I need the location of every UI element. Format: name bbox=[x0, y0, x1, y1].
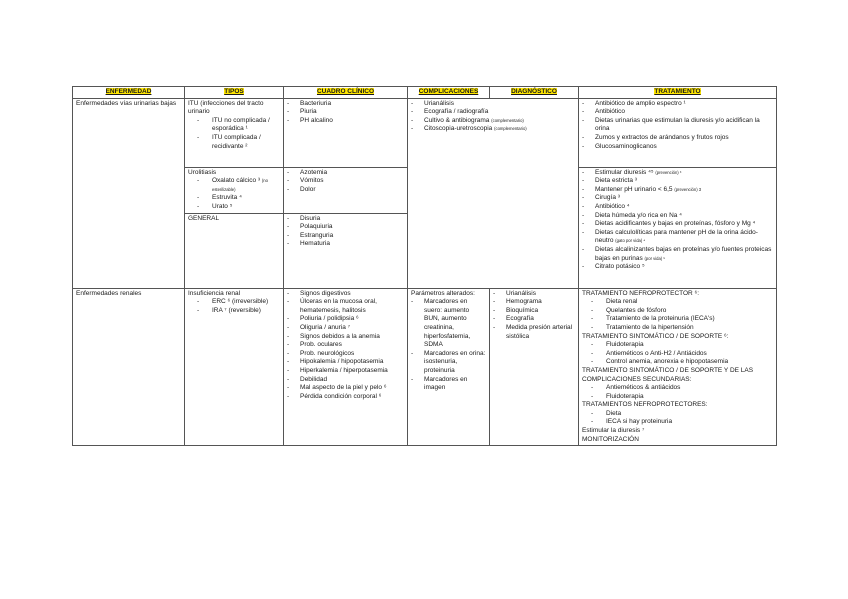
list-item: - Dieta bbox=[582, 410, 773, 419]
list-item: - Azotemia bbox=[287, 169, 404, 178]
table-row bbox=[73, 288, 777, 446]
header-enfermedad: ENFERMEDAD bbox=[73, 87, 185, 99]
renal-types-list bbox=[188, 298, 280, 315]
list-item: - Prob. neurológicos bbox=[287, 350, 404, 359]
list-item: - Debilidad bbox=[287, 376, 404, 385]
list-item: - Ecografía / radiografía bbox=[411, 108, 575, 117]
list-item: - Quelantes de fósforo bbox=[582, 307, 773, 316]
header-cuadro-clinico: CUADRO CLÍNICO bbox=[284, 87, 408, 99]
list-item: - Antieméticos & antiácidos bbox=[582, 384, 773, 393]
list-item: - Fluidoterapia bbox=[582, 341, 773, 350]
list-item: - Urianálisis bbox=[411, 100, 575, 109]
renal-types-title: Insuficiencia renal bbox=[188, 289, 241, 297]
list-item: - IRA ⁷ (reversible) bbox=[188, 307, 280, 316]
treatment-itu bbox=[579, 98, 777, 167]
table-row bbox=[73, 98, 777, 167]
list-item: - Cultivo & antibiograma (complementario) bbox=[411, 117, 575, 126]
list-item: - Marcadores en imagen bbox=[411, 376, 486, 393]
list-item: - Fluidoterapia bbox=[582, 393, 773, 402]
treatment-urolithiasis bbox=[579, 167, 777, 288]
list-item: - PH alcalino bbox=[287, 117, 404, 126]
types-urolithiasis bbox=[185, 167, 284, 213]
list-item: - Dieta húmeda y/o rica en Na ⁴ bbox=[582, 212, 773, 221]
treatment-heading: Estimular la diuresis ⁷ bbox=[582, 427, 645, 435]
list-item: - Dietas urinarias que estimulan la diuresis y/o acidifican la orina bbox=[582, 117, 773, 134]
diagnosis-renal bbox=[490, 288, 579, 446]
renal-complications-title: Parámetros alterados: bbox=[411, 289, 475, 297]
general-clinical-list bbox=[287, 215, 404, 249]
list-item: - Mal aspecto de la piel y pelo ⁶ bbox=[287, 384, 404, 393]
list-item: - Ecografía bbox=[493, 315, 575, 324]
itu-treatment-list bbox=[582, 100, 773, 152]
list-item: - Hematuria bbox=[287, 240, 404, 249]
list-item: - Signos digestivos bbox=[287, 290, 404, 299]
list-item: - Oliguria / anuria ⁷ bbox=[287, 324, 404, 333]
list-item: - Signos debidos a la anemia bbox=[287, 333, 404, 342]
list-item: - Zumos y extractos de arándanos y frutos rojos bbox=[582, 134, 773, 143]
disease-urinary: Enfermedades vías urinarias bajas bbox=[73, 98, 185, 288]
list-item: - Pérdida condición corporal ⁶ bbox=[287, 393, 404, 402]
list-item: - ERC ⁶ (irreversible) bbox=[188, 298, 280, 307]
complications-renal bbox=[408, 288, 490, 446]
urolithiasis-treatment-list bbox=[582, 169, 773, 272]
itu-clinical-list bbox=[287, 100, 404, 126]
renal-complications-list bbox=[411, 298, 486, 393]
clinical-itu bbox=[284, 98, 408, 167]
types-itu bbox=[185, 98, 284, 167]
list-item: - Glucosaminoglicanos bbox=[582, 143, 773, 152]
list-item: - Dolor bbox=[287, 186, 404, 195]
list-item: - Hemograma bbox=[493, 298, 575, 307]
treatment-renal bbox=[579, 288, 777, 446]
list-item: - Tratamiento de la hipertensión bbox=[582, 324, 773, 333]
list-item: - Marcadores en suero: aumento BUN, aumento creatinina, hiperfosfatemia, SDMA bbox=[411, 298, 486, 350]
list-item: ITU (infecciones del tracto urinario bbox=[188, 99, 264, 116]
list-item: - Mantener pH urinario < 6,5 (prevención) 3 bbox=[582, 186, 773, 195]
list-item: - Poliuria / polidipsia ⁶ bbox=[287, 315, 404, 324]
list-item: - Oxalato cálcico ³ (no esterilizable) bbox=[188, 177, 280, 194]
list-item: - Polaquiuria bbox=[287, 223, 404, 232]
disease-table bbox=[72, 86, 777, 446]
treatment-heading: TRATAMIENTO SINTOMÁTICO / DE SOPORTE ⁶: bbox=[582, 332, 729, 340]
header-row bbox=[73, 87, 777, 99]
urinary-complications-list bbox=[411, 100, 575, 134]
header-tratamiento: TRATAMIENTO bbox=[579, 87, 777, 99]
types-renal bbox=[185, 288, 284, 446]
list-item: - Antieméticos o Anti-H2 / Antiácidos bbox=[582, 350, 773, 359]
list-item: - Marcadores en orina: isostenuria, proteinuria bbox=[411, 350, 486, 376]
treatment-heading: TRATAMIENTO NEFROPROTECTOR ⁶: bbox=[582, 289, 700, 297]
clinical-urolithiasis bbox=[284, 167, 408, 213]
list-item: - Dieta renal bbox=[582, 298, 773, 307]
list-item: - Piuria bbox=[287, 108, 404, 117]
list-item: - Dieta estricta ³ bbox=[582, 177, 773, 186]
renal-diagnosis-list bbox=[493, 290, 575, 342]
renal-treatment-list bbox=[582, 290, 773, 445]
clinical-general bbox=[284, 213, 408, 288]
list-item: - Estranguria bbox=[287, 232, 404, 241]
list-item: - Vómitos bbox=[287, 177, 404, 186]
treatment-heading: TRATAMIENTO SINTOMÁTICO / DE SOPORTE Y DE LAS COMPLICACIONES SECUNDARIAS: bbox=[582, 366, 754, 383]
treatment-heading: TRATAMIENTOS NEFROPROTECTORES: bbox=[582, 401, 708, 409]
list-item: - Dietas acidificantes y bajas en proteínas, fósforo y Mg ⁴ bbox=[582, 220, 773, 229]
urolithiasis-title: Urolitiasis bbox=[188, 168, 217, 176]
types-general: GENERAL bbox=[185, 213, 284, 288]
treatment-heading: MONITORIZACIÓN bbox=[582, 435, 639, 443]
list-item: - Urato ⁵ bbox=[188, 203, 280, 212]
itu-types-list bbox=[188, 100, 280, 152]
header-complicaciones: COMPLICACIONES bbox=[408, 87, 490, 99]
list-item: - Cirugía ³ bbox=[582, 194, 773, 203]
list-item: - Bacteriuria bbox=[287, 100, 404, 109]
header-diagnostico: DIAGNÓSTICO bbox=[490, 87, 579, 99]
list-item: - Estruvita ⁴ bbox=[188, 194, 280, 203]
list-item: - Hiperkalemia / hiperpotasemia bbox=[287, 367, 404, 376]
list-item: - Bioquímica bbox=[493, 307, 575, 316]
list-item: - Tratamiento de la proteinuria (IECA's) bbox=[582, 315, 773, 324]
list-item: - Antibiótico bbox=[582, 108, 773, 117]
list-item: - Prob. oculares bbox=[287, 341, 404, 350]
list-item: - Disuria bbox=[287, 215, 404, 224]
complications-urinary bbox=[408, 98, 579, 288]
list-item: - Citoscopia-uretroscopia (complementario) bbox=[411, 125, 575, 134]
list-item: - ITU no complicada / esporádica ¹ bbox=[188, 117, 280, 134]
list-item: - Antibiótico de amplio espectro ¹ bbox=[582, 100, 773, 109]
list-item: - IECA si hay proteinuria bbox=[582, 418, 773, 427]
list-item: - Control anemia, anorexia e hipopotasemia bbox=[582, 358, 773, 367]
header-tipos: TIPOS bbox=[185, 87, 284, 99]
urolithiasis-clinical-list bbox=[287, 169, 404, 195]
list-item: - Hipokalemia / hipopotasemia bbox=[287, 358, 404, 367]
list-item: - Antibiótico ⁴ bbox=[582, 203, 773, 212]
list-item: - Dietas alcalinizantes bajas en proteínas y/o fuentes proteicas bajas en purinas (por vida) ⁵ bbox=[582, 246, 773, 263]
renal-clinical-list bbox=[287, 290, 404, 402]
urolithiasis-types-list bbox=[188, 177, 280, 211]
list-item: - Estimular diuresis ⁴⁵ (prevención) ³ bbox=[582, 169, 773, 178]
list-item: - ITU complicada / recidivante ² bbox=[188, 134, 280, 151]
list-item: - Medida presión arterial sistólica bbox=[493, 324, 575, 341]
list-item: - Urianálisis bbox=[493, 290, 575, 299]
disease-renal: Enfermedades renales bbox=[73, 288, 185, 446]
list-item: - Úlceras en la mucosa oral, hematemesis, halitosis bbox=[287, 298, 404, 315]
document-page bbox=[72, 86, 776, 446]
clinical-renal bbox=[284, 288, 408, 446]
list-item: - Citrato potásico ⁵ bbox=[582, 263, 773, 272]
list-item: - Dietas calculolíticas para mantener pH de la orina ácido-neutro (gato por vida) ⁴ bbox=[582, 229, 773, 246]
